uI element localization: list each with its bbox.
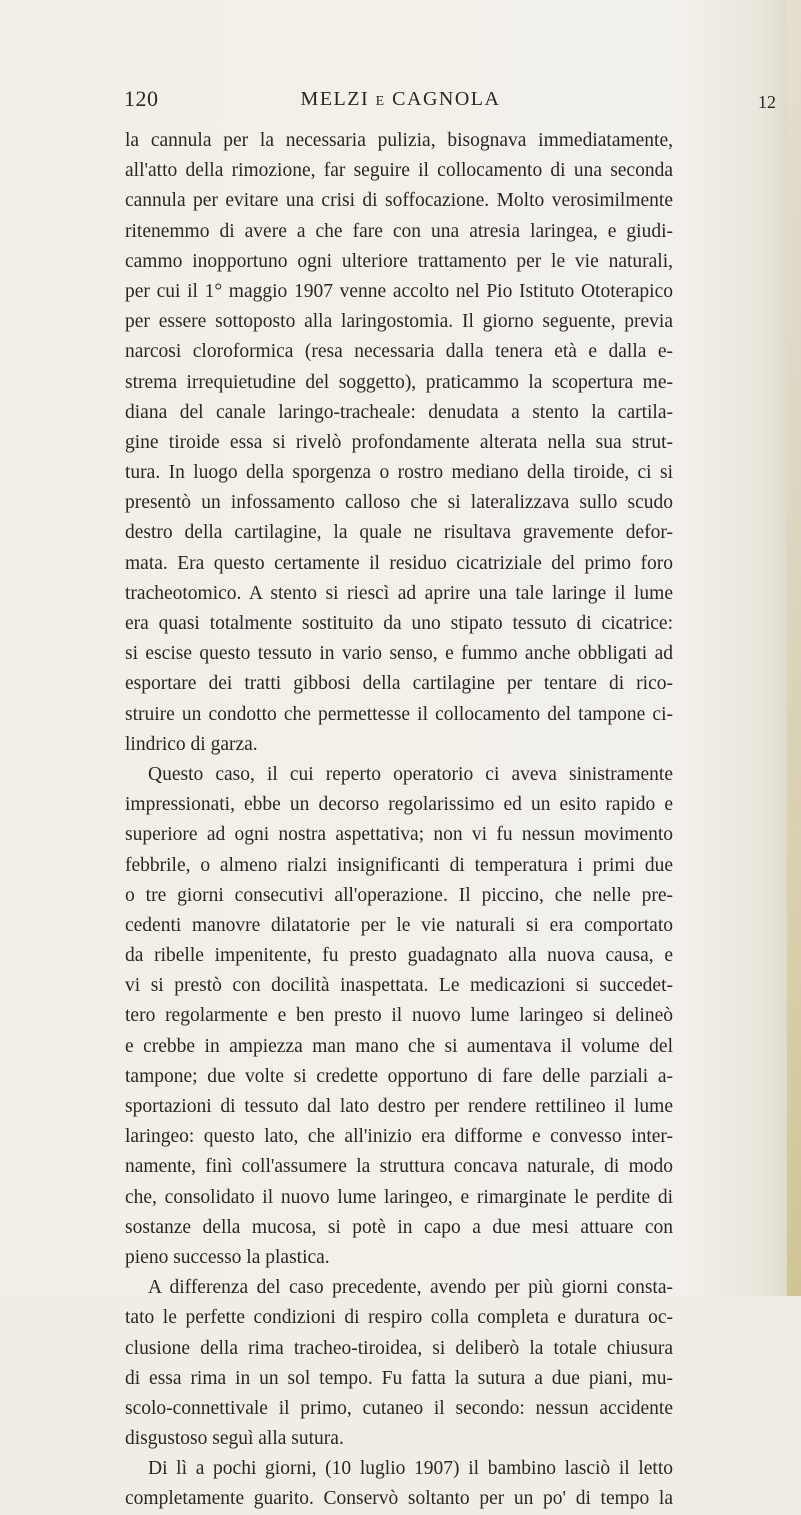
text-line: tura. In luogo della sporgenza o rostro mediano della tiroide, ci si — [125, 462, 673, 484]
text-line: ritenemmo di avere a che fare con una atresia laringea, e giudi- — [125, 220, 673, 242]
text-line: tracheotomico. A stento si riescì ad aprire una tale laringe il lume — [125, 582, 673, 604]
text-line: che, consolidato il nuovo lume laringeo, e rimarginate le perdite di — [125, 1186, 673, 1208]
body-text — [125, 126, 673, 1515]
text-line: di essa rima in un sol tempo. Fu fatta la sutura a due piani, mu- — [125, 1367, 673, 1389]
text-line: Di lì a pochi giorni, (10 luglio 1907) il bambino lasciò il letto — [148, 1458, 673, 1480]
text-line: cammo inopportuno ogni ulteriore trattamento per le vie naturali, — [125, 250, 673, 272]
text-line: si escise questo tessuto in vario senso, e fummo anche obbligati ad — [125, 643, 673, 665]
text-line: esportare dei tratti gibbosi della cartilagine per tentare di rico- — [125, 673, 673, 695]
text-line: gine tiroide essa si rivelò profondamente alterata nella sua strut- — [125, 431, 673, 453]
running-head: MELZI e CAGNOLA — [300, 88, 501, 110]
page-number: 120 — [124, 86, 159, 111]
text-line: sostanze della mucosa, si potè in capo a due mesi attuare con — [125, 1216, 673, 1238]
text-line: o tre giorni consecutivi all'operazione. Il piccino, che nelle pre- — [125, 884, 673, 906]
text-line: pieno successo la plastica. — [125, 1246, 330, 1268]
text-line: impressionati, ebbe un decorso regolarissimo ed un esito rapido e — [125, 794, 673, 816]
text-line: mata. Era questo certamente il residuo cicatriziale del primo foro — [125, 552, 673, 574]
text-line: all'atto della rimozione, far seguire il collocamento di una seconda — [125, 160, 673, 182]
page-edge-stain — [787, 0, 801, 1296]
text-line: scolo-connettivale il primo, cutaneo il secondo: nessun accidente — [125, 1397, 673, 1419]
text-line: febbrile, o almeno rialzi insignificanti di temperatura i primi due — [125, 854, 673, 876]
text-line: destro della cartilagine, la quale ne risultava gravemente defor- — [125, 522, 673, 544]
text-line: lindrico di garza. — [125, 733, 258, 755]
text-line: diana del canale laringo-tracheale: denudata a stento la cartila- — [125, 401, 673, 423]
text-line: sportazioni di tessuto dal lato destro per rendere rettilineo il lume — [125, 1096, 673, 1117]
text-line: era quasi totalmente sostituito da uno stipato tessuto di cicatrice: — [125, 613, 673, 634]
text-line: per essere sottoposto alla laringostomia. Il giorno seguente, previa — [125, 311, 673, 333]
text-line: Questo caso, il cui reperto operatorio ci aveva sinistramente — [148, 763, 673, 785]
text-line: da ribelle impenitente, fu presto guadagnato alla nuova causa, e — [125, 945, 673, 967]
section-number: 12 — [758, 92, 776, 112]
text-line: namente, finì coll'assumere la struttura concava naturale, di modo — [125, 1156, 673, 1178]
text-line: la cannula per la necessaria pulizia, bisognava immediatamente, — [125, 130, 673, 151]
text-line: tato le perfette condizioni di respiro colla completa e duratura oc- — [125, 1307, 673, 1329]
text-line: laringeo: questo lato, che all'inizio era difforme e convesso inter- — [125, 1126, 673, 1148]
text-line: cedenti manovre dilatatorie per le vie naturali si era comportato — [125, 914, 673, 936]
text-line: disgustoso seguì alla sutura. — [125, 1428, 344, 1450]
text-line: per cui il 1° maggio 1907 venne accolto nel Pio Istituto Ototerapico — [125, 280, 673, 302]
text-line: narcosi cloroformica (resa necessaria dalla tenera età e dalla e- — [125, 341, 673, 363]
text-line: A differenza del caso precedente, avendo per più giorni consta- — [148, 1277, 673, 1299]
text-line: tampone; due volte si credette opportuno di fare delle parziali a- — [125, 1065, 673, 1087]
text-line: clusione della rima tracheo-tiroidea, si deliberò la totale chiusura — [125, 1337, 673, 1359]
text-line: vi si prestò con docilità inaspettata. Le medicazioni si succedet- — [125, 975, 673, 997]
text-line: presentò un infossamento calloso che si lateralizzava sullo scudo — [125, 492, 673, 514]
page-header — [0, 86, 801, 116]
text-line: e crebbe in ampiezza man mano che si aumentava il volume del — [125, 1035, 673, 1057]
text-line: superiore ad ogni nostra aspettativa; non vi fu nessun movimento — [125, 824, 673, 846]
text-line: struire un condotto che permettesse il collocamento del tampone ci- — [125, 703, 673, 725]
text-line: cannula per evitare una crisi di soffocazione. Molto verosimilmente — [125, 190, 673, 212]
text-line: strema irrequietudine del soggetto), praticammo la scopertura me- — [125, 371, 673, 393]
text-line: completamente guarito. Conservò soltanto per un po' di tempo la — [125, 1488, 673, 1510]
text-line: tero regolarmente e ben presto il nuovo lume laringeo si delineò — [125, 1005, 673, 1027]
